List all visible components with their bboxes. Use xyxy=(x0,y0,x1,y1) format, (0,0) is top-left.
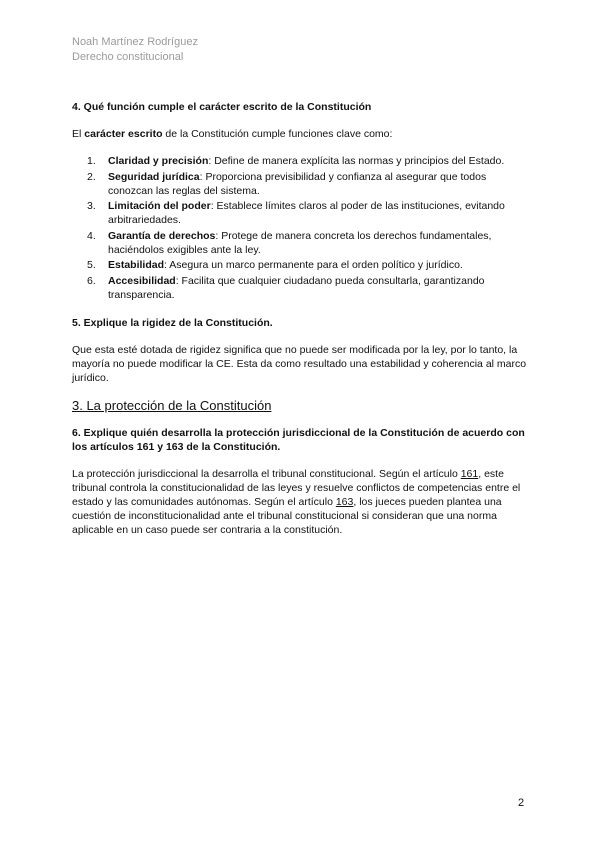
list-text: : Define de manera explícita las normas y principios del Estado. xyxy=(208,155,505,167)
question-5-title: 5. Explique la rigidez de la Constitución. xyxy=(72,316,273,329)
answer-text-part: , este tribunal controla la constitucionalidad de las leyes y resuelve conflictos de competencias entre el estado y las comunidades autónomas. Según el artículo xyxy=(72,467,521,508)
answer-text-part: , los jueces pueden plantea una cuestión de inconstitucionalidad ante el tribunal constitucional si consideran que una norma aplicable en un caso puede ser contraria a la constitución. xyxy=(72,495,502,536)
list-number: 6. xyxy=(87,274,96,287)
list-item xyxy=(87,199,532,227)
list-text: : Proporciona previsibilidad y confianza al asegurar que todos conozcan las reglas del sistema. xyxy=(108,170,487,197)
question-4-intro xyxy=(72,127,532,141)
intro-text-end: de la Constitución cumple funciones clave como: xyxy=(162,128,393,140)
list-term: Accesibilidad xyxy=(108,274,176,287)
answer-text-part: La protección jurisdiccional la desarrolla el tribunal constitucional. Según el artículo xyxy=(72,467,461,480)
question-4-title: 4. Qué función cumple el carácter escrito de la Constitución xyxy=(72,101,372,113)
functions-list xyxy=(72,154,532,302)
question-5-answer: Que esta esté dotada de rigidez significa que no puede ser modificada por la ley, por lo tanto, la mayoría no puede modificar la CE. Esta da como resultado una estabilidad y coherencia al marco jurídico. xyxy=(72,343,527,384)
list-term: Claridad y precisión xyxy=(108,155,209,167)
list-item xyxy=(87,258,532,272)
list-number: 4. xyxy=(87,229,96,242)
question-6-title: 6. Explique quién desarrolla la protección jurisdiccional de la Constitución de acuerdo con los artículos 161 y 163 de la Constitución. xyxy=(72,426,525,453)
subject-name: Derecho constitucional xyxy=(72,51,184,63)
list-item xyxy=(87,274,532,302)
page-header xyxy=(72,35,198,65)
question-6-answer xyxy=(72,467,532,537)
page-number: 2 xyxy=(518,797,525,809)
list-text: : Establece límites claros al poder de las instituciones, evitando arbitrariedades. xyxy=(108,200,505,226)
article-161-link[interactable]: 161 xyxy=(460,467,479,480)
list-item xyxy=(87,154,532,168)
section-3-title: 3. La protección de la Constitución xyxy=(72,397,272,413)
list-number: 3. xyxy=(87,200,96,212)
list-number: 1. xyxy=(87,155,96,167)
author-name: Noah Martínez Rodríguez xyxy=(72,36,198,48)
page-content xyxy=(72,100,532,537)
list-term: Garantía de derechos xyxy=(108,229,216,242)
list-text: : Asegura un marco permanente para el orden político y jurídico. xyxy=(164,259,463,271)
intro-bold-term: carácter escrito xyxy=(84,128,163,140)
list-term: Seguridad jurídica xyxy=(108,170,200,183)
intro-text-start: El xyxy=(72,128,85,140)
list-number: 2. xyxy=(87,170,96,183)
list-item xyxy=(87,229,532,257)
article-163-link[interactable]: 163 xyxy=(335,495,354,508)
list-number: 5. xyxy=(87,259,96,271)
list-text: : Facilita que cualquier ciudadano pueda consultarla, garantizando transparencia. xyxy=(108,274,485,301)
list-term: Limitación del poder xyxy=(108,200,211,212)
list-text: : Protege de manera concreta los derechos fundamentales, haciéndolos exigibles ante la ley. xyxy=(108,229,492,256)
list-term: Estabilidad xyxy=(108,259,165,271)
list-item xyxy=(87,170,532,198)
